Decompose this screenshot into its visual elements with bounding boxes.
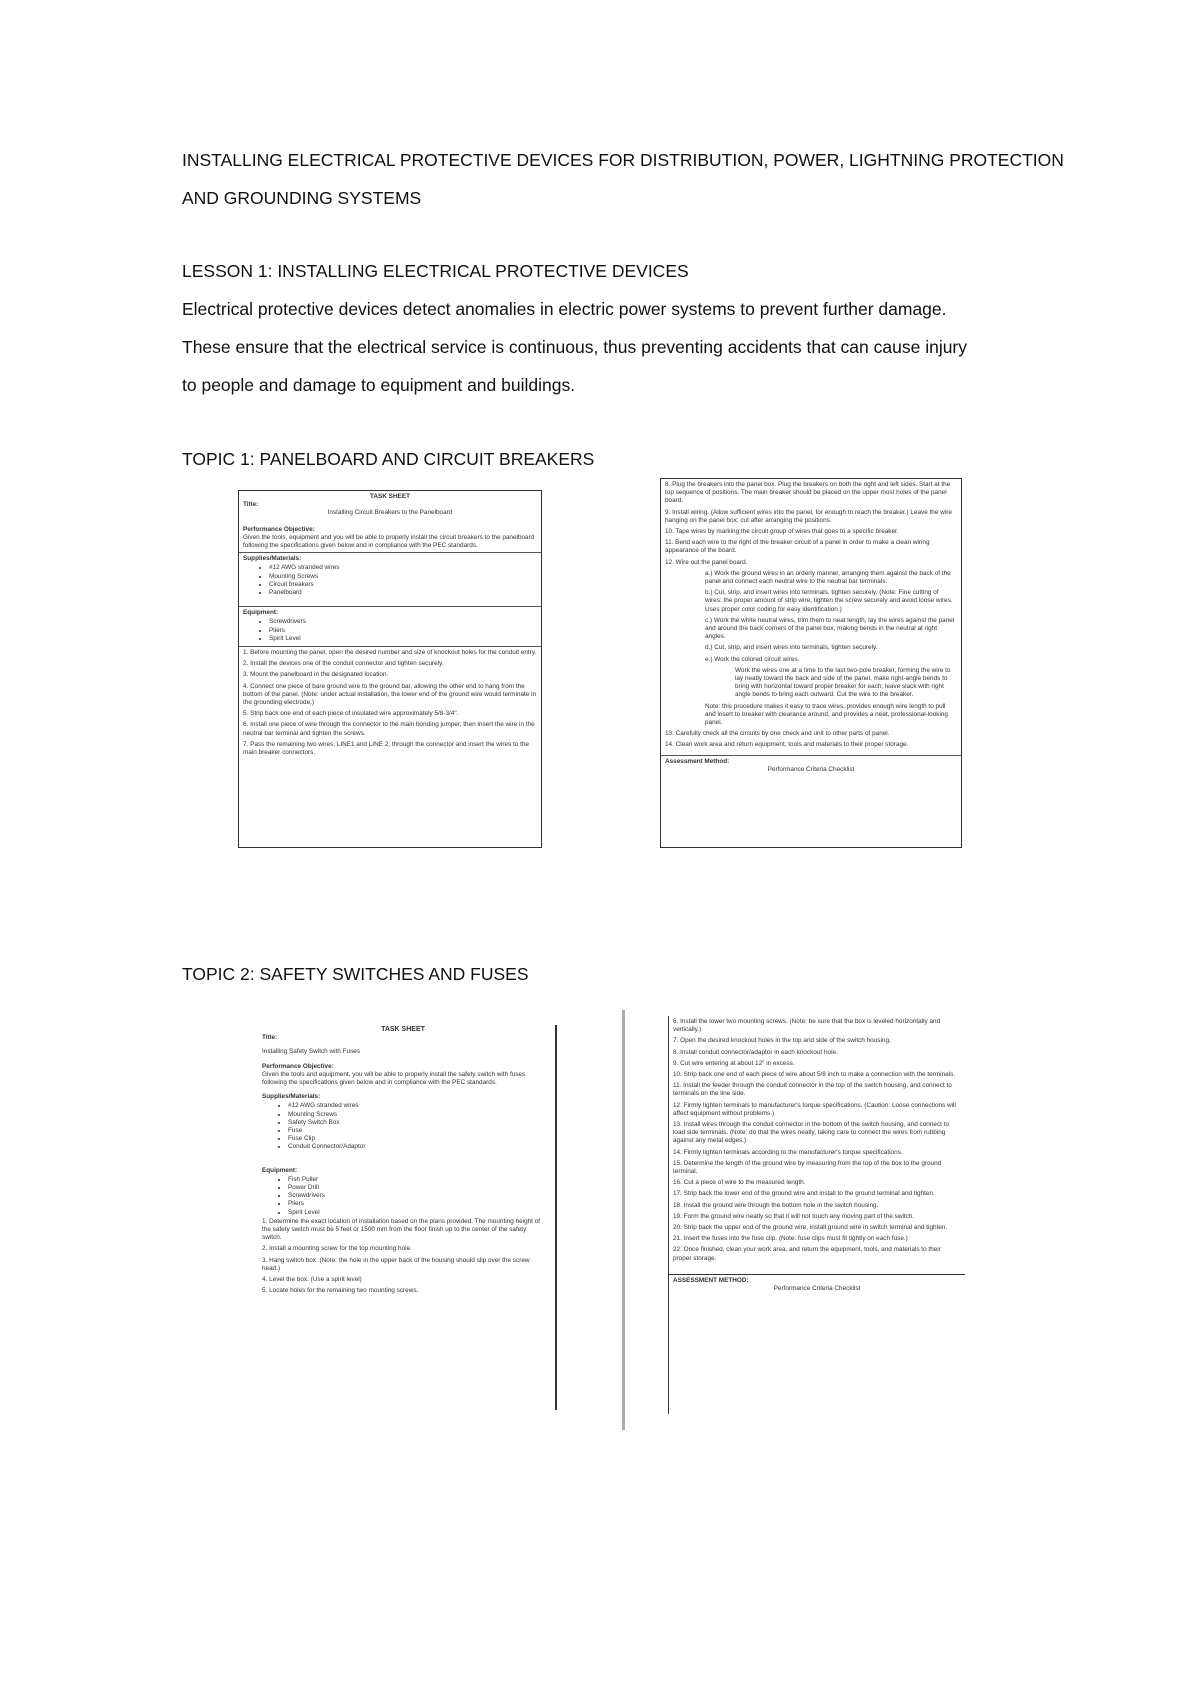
step: 1. Determine the exact location of installation based on the plans provided. The mounting height of the safety switch must be 5 feet or 1500 mm from the floor finish up to the center of the safety switch. [262,1217,541,1242]
sheet-border-line [555,1025,557,1410]
document-heading-line-1: INSTALLING ELECTRICAL PROTECTIVE DEVICES FOR DISTRIBUTION, POWER, LIGHTNING PROTECTION [182,150,1064,170]
step: 2. Install the devices one of the conduit connector and tighten securely. [243,660,444,668]
supply-item: • #12 AWG stranded wires [288,1102,544,1110]
assessment-label: Assessment Method: [665,757,730,765]
title-label: Title: [243,501,259,509]
step: 19. Form the ground wire neatly so that it will not touch any moving part of the switch. [673,1212,915,1220]
equipment-item: • Power Drill [288,1184,544,1192]
topic-1-title: TOPIC 1: PANELBOARD AND CIRCUIT BREAKERS [182,449,595,469]
assessment-label: ASSESSMENT METHOD: [673,1276,749,1284]
step: 5. Strip back one end of each piece of insulated wire approximately 5/8-3/4". [243,710,459,718]
step: 10. Strip back one end of each piece of wire about 5/8 inch to make a connection with the terminals. [673,1071,956,1079]
step: 5. Locate holes for the remaining two mounting screws. [262,1287,419,1295]
title-value: Installing Circuit Breakers to the Panelboard [327,509,453,517]
sub-step: b.) Cut, strip, and insert wires into terminals, tighten securely. (Note: Fine cutting of wires: the proper amount of strip wire, tighten the screw securely and avoid loose wires. Uses proper color coding for easy identification.) [705,589,953,613]
step: 8. Plug the breakers into the panel box. Plug the breakers on both the right and left sides. Start at the top sequence of positions. The main breaker should be placed on the upper most holes of the panel board. [665,481,951,505]
step: 7. Pass the remaining two wires, LINE1 and LINE 2, through the connector and insert the wires to the main breaker connectors. [243,740,529,757]
equipment-item: • Pliers [269,627,537,635]
lesson-title: LESSON 1: INSTALLING ELECTRICAL PROTECTIVE DEVICES [182,261,689,281]
step: 3. Mount the panelboard in the designated location. [243,671,389,679]
step: 3. Hang switch box. (Note: the hole in the upper back of the housing should slip over the screw head.) [262,1256,530,1272]
equipment-item: • Spirit Level [269,635,537,643]
sub-step: c.) Work the white neutral wires, trim them to neat length, lay the wires against the panel and around the back corners of the panel box, making bends in the neutral at right angles. [705,616,955,641]
image-divider [622,1010,625,1430]
step: 15. Determine the length of the ground wire by measuring from the top of the box to the ground terminal. [673,1159,942,1176]
title-label: Title: [262,1034,278,1042]
title-value: Installing Safety Switch with Fuses [262,1048,361,1056]
sub-step: a.) Work the ground wires in an orderly manner, arranging them against the back of the panel and connect each neutral wire to the neutral bar terminals. [705,569,951,586]
supply-item: • Conduit Connector/Adaptor [288,1143,544,1151]
task-sheet-heading: TASK SHEET [369,493,410,500]
supply-item: • Fuse Clip [288,1135,544,1143]
topic-2-title: TOPIC 2: SAFETY SWITCHES AND FUSES [182,964,529,984]
step: 9. Install wiring. (Allow sufficient wires into the panel, for enough to reach the breaker.) Leave the wire hanging on the panel box; cut after arranging the positions. [665,508,952,524]
step: 7. Open the desired knockout holes in the top and side of the switch housing. [673,1037,891,1045]
supplies-label: Supplies/Materials: [243,555,302,563]
equipment-item: • Pliers [288,1200,544,1208]
supply-item: • Mounting Screws [288,1111,544,1119]
step: 13. Install wires through the conduit connector in the bottom of the switch housing, and connect to load side terminals. (Note: do that the wires neatly, taking care to connect the wires from rubbing against any metal edges.) [673,1121,950,1145]
task-sheet-image-panelboard-1 [238,490,542,848]
objective-text: Given the tools, equipment and you will be able to properly install the circuit breakers to the panelboard following the specifications given below and in compliance with the PEC standards. [243,533,535,550]
supplies-label: Supplies/Materials: [262,1093,321,1101]
task-sheet-image-panelboard-2 [660,478,962,848]
supply-item: • Fuse [288,1127,544,1135]
document-heading-line-2: AND GROUNDING SYSTEMS [182,188,422,208]
sub-step: Work the wires one at a time to the last two-pole breaker, forming the wire to lay neatly toward the back and side of the panel, make right-angle bends to bring with horizontal toward proper breaker for each; leave slack with right angle bends to bring each outward. Cut the wire to the breaker. [735,666,951,699]
objective-text: Given the tools and equipment, you will be able to properly install the safety switch with fuses following the specifications given below and in compliance with the PEC standards. [262,1070,526,1087]
task-sheet-heading: TASK SHEET [381,1026,425,1033]
step: 2. Install a mounting screw for the top mounting hole. [262,1245,412,1253]
supply-item: • Mounting Screws [269,573,537,581]
step: 8. Install conduit connector/adaptor in each knockout hole. [673,1048,838,1056]
step: 9. Cut wire entering at about 12" in excess. [673,1059,795,1067]
sub-step: e.) Work the colored circuit wires. [705,655,800,663]
objective-label: Performance Objective: [243,525,315,533]
step: 18. Install the ground wire through the bottom hole in the switch housing. [673,1201,879,1209]
step: 6. Install one piece of wire through the connector to the main bonding jumper, then insert the wire in the neutral bar terminal and tighten the screws. [243,721,535,737]
equipment-item: • Spirit Level [288,1209,544,1217]
equipment-item: • Screwdrivers [269,618,537,626]
objective-label: Performance Objective: [262,1062,334,1070]
step: 6. Install the lower two mounting screws. (Note: be sure that the box is leveled horizontally and vertically.) [673,1018,941,1034]
task-sheet-image-safety-switch-2 [668,1016,965,1414]
step: 12. Firmly tighten terminals to manufacturer's torque specifications. (Caution: Loose connections will affect equipment without problems.) [673,1101,956,1117]
step: 4. Level the box. (Use a spirit level) [262,1276,362,1284]
supply-item: • Safety Switch Box [288,1119,544,1127]
equipment-label: Equipment: [262,1166,298,1174]
step: 4. Connect one piece of bare ground wire to the ground bar, allowing the other end to hang from the bottom of the panel. (Note: under actual installation, the lower end of the ground wire would terminate in the grounding electrode.) [243,682,537,707]
step: 1. Before mounting the panel, open the desired number and size of knockout holes for the conduit entry. [243,649,537,657]
equipment-item: • Screwdrivers [288,1192,544,1200]
equipment-item: • Fish Puller [288,1176,544,1184]
step: 16. Cut a piece of wire to the measured length. [673,1179,806,1187]
sub-step: d.) Cut, strip, and insert wires into terminals, tighten securely. [705,644,878,652]
step: 20. Strip back the upper end of the ground wire, install ground wire in switch terminal and tighten. [673,1224,948,1232]
note: Note: this procedure makes it easy to trace wires, provides enough wire length to pull and insert to breaker with clearance around, and provides a neat, professional-looking panel. [705,702,948,727]
step: 21. Insert the fuses into the fuse clip. (Note: fuse clips must fit tightly on each fuse.) [673,1235,908,1243]
supply-item: • #12 AWG stranded wires [269,564,537,572]
supply-item: • Panelboard [269,589,537,597]
lesson-paragraph-line-1: Electrical protective devices detect anomalies in electric power systems to prevent further damage. [182,299,947,319]
task-sheet-image-safety-switch-1 [258,1018,548,1398]
assessment-value: Performance Criteria Checklist [773,1285,861,1293]
step: 10. Tape wires by marking the circuit group of wires that goes to a specific breaker. [665,528,899,536]
step: 14. Firmly tighten terminals according to the manufacturer's torque specifications. [673,1148,903,1156]
assessment-value: Performance Criteria Checklist [767,765,855,773]
step: 14. Clean work area and return equipment, tools and materials to their proper storage. [665,741,909,749]
step: 12. Wire out the panel board. [665,558,748,566]
step: 17. Strip back the lower end of the ground wire and install to the ground terminal and tighten. [673,1190,935,1198]
lesson-paragraph-line-3: to people and damage to equipment and buildings. [182,375,576,395]
step: 11. Bend each wire to the right of the breaker circuit of a panel in order to make a clean wiring appearance of the board. [665,539,930,555]
equipment-label: Equipment: [243,609,279,617]
step: 13. Carefully check all the circuits by one check and unit to other parts of panel. [665,730,890,738]
lesson-paragraph-line-2: These ensure that the electrical service is continuous, thus preventing accidents that can cause injury [182,337,968,357]
step: 11. Install the feeder through the conduit connector in the top of the switch housing, and connect to terminals on the line side. [673,1082,952,1098]
supply-item: • Circuit breakers [269,581,537,589]
step: 22. Once finished, clean your work area, and return the equipment, tools, and materials to their proper storage. [673,1246,941,1262]
